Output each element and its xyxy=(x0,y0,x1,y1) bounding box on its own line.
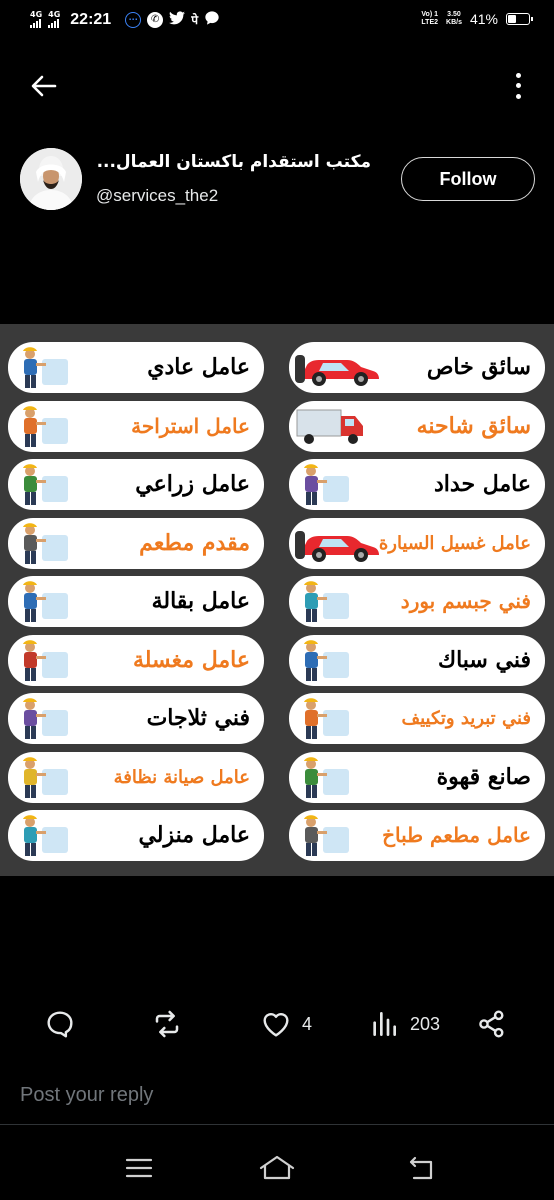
network-type-2: 4G xyxy=(48,10,61,19)
reply-button[interactable] xyxy=(44,1008,76,1040)
job-illustration-icon xyxy=(293,462,353,507)
job-illustration-icon xyxy=(12,638,72,683)
heart-icon xyxy=(260,1008,292,1040)
battery-fill xyxy=(508,15,516,23)
network-type-1: 4G xyxy=(30,10,43,19)
repost-icon xyxy=(150,1008,184,1040)
job-card-left-6 xyxy=(8,635,264,686)
menu-icon[interactable] xyxy=(124,1154,154,1186)
status-bar xyxy=(0,0,554,44)
job-illustration-icon xyxy=(12,521,72,566)
like-count: 4 xyxy=(302,1013,313,1034)
job-card-right-4 xyxy=(289,518,545,569)
twitter-icon xyxy=(169,11,185,29)
job-illustration-icon xyxy=(12,813,72,858)
job-card-right-2 xyxy=(289,401,545,452)
job-illustration-icon xyxy=(293,521,383,566)
job-card-right-8 xyxy=(289,752,545,803)
job-label: عامل استراحة xyxy=(131,413,250,438)
job-label: فني جبسم بورد xyxy=(400,589,531,613)
share-button[interactable] xyxy=(476,1008,508,1040)
status-left xyxy=(30,10,220,29)
whatsapp-icon: ✆ xyxy=(147,12,163,28)
job-label: سائق خاص xyxy=(426,354,531,380)
volte-indicator xyxy=(421,11,438,27)
job-illustration-icon xyxy=(293,755,353,800)
like-button[interactable] xyxy=(260,1008,312,1040)
repost-button[interactable] xyxy=(150,1008,184,1040)
job-illustration-icon xyxy=(293,404,373,449)
divider xyxy=(0,1124,554,1125)
job-illustration-icon xyxy=(12,404,72,449)
job-card-left-8 xyxy=(8,752,264,803)
battery-icon xyxy=(506,13,530,25)
volte-top: Vo) 1 xyxy=(421,11,439,18)
job-illustration-icon xyxy=(293,813,353,858)
volte-bottom: LTE2 xyxy=(421,19,439,26)
system-nav-bar xyxy=(0,1140,554,1200)
post-actions xyxy=(0,1002,554,1046)
job-label: عامل صيانة نظافة xyxy=(113,766,250,788)
reply-input[interactable]: Post your reply xyxy=(20,1084,154,1106)
job-label: فني سباك xyxy=(437,646,531,673)
job-illustration-icon xyxy=(293,696,353,741)
job-illustration-icon xyxy=(293,579,353,624)
share-icon xyxy=(476,1008,508,1040)
job-label: عامل غسيل السيارة xyxy=(378,532,531,554)
job-card-right-7 xyxy=(289,693,545,744)
job-label: عامل زراعي xyxy=(135,471,250,497)
job-illustration-icon xyxy=(12,579,72,624)
chat-bubble-icon xyxy=(204,10,220,29)
job-illustration-icon xyxy=(12,462,72,507)
job-illustration-icon xyxy=(12,345,72,390)
job-card-left-2 xyxy=(8,401,264,452)
job-card-left-1 xyxy=(8,342,264,393)
post-media-image[interactable] xyxy=(0,324,554,876)
job-label: عامل حداد xyxy=(434,471,531,497)
job-label: مقدم مطعم xyxy=(139,529,250,556)
job-card-left-4 xyxy=(8,518,264,569)
job-label: عامل منزلي xyxy=(138,822,250,848)
speed-value: 3.50 xyxy=(447,11,461,18)
arrow-left-icon[interactable] xyxy=(28,70,60,102)
job-card-left-5 xyxy=(8,576,264,627)
job-illustration-icon xyxy=(12,696,72,741)
follow-button[interactable]: Follow xyxy=(401,157,535,201)
messenger-icon: ··· xyxy=(125,12,141,28)
job-label: عامل بقالة xyxy=(151,588,250,614)
job-card-left-3 xyxy=(8,459,264,510)
job-label: سائق شاحنه xyxy=(416,412,531,439)
job-card-right-5 xyxy=(289,576,545,627)
signal-bars-1-icon xyxy=(30,19,41,28)
job-label: صانع قهوة xyxy=(436,763,531,790)
job-illustration-icon xyxy=(12,755,72,800)
job-label: فني ثلاجات xyxy=(146,705,250,731)
job-card-right-1 xyxy=(289,342,545,393)
views-button[interactable] xyxy=(368,1008,440,1040)
job-card-left-7 xyxy=(8,693,264,744)
pe-icon: पे xyxy=(191,13,199,27)
back-icon[interactable] xyxy=(406,1154,438,1186)
author-name[interactable]: مكتب استقدام باكستان العمال... xyxy=(96,152,371,172)
signal-1 xyxy=(30,11,42,28)
job-label: عامل مطعم طباخ xyxy=(382,823,531,847)
author-handle[interactable]: @services_the2 xyxy=(96,186,219,205)
more-vertical-icon[interactable] xyxy=(512,70,524,102)
job-label: عامل مغسلة xyxy=(132,646,250,673)
job-label: عامل عادي xyxy=(147,354,250,380)
signal-bars-2-icon xyxy=(48,19,59,28)
home-icon[interactable] xyxy=(258,1154,296,1188)
job-card-right-6 xyxy=(289,635,545,686)
status-right xyxy=(421,11,530,27)
speed-unit: KB/s xyxy=(446,19,462,26)
view-count: 203 xyxy=(410,1013,441,1034)
job-label: فني تبريد وتكييف xyxy=(401,708,531,729)
job-illustration-icon xyxy=(293,345,383,390)
network-speed xyxy=(446,11,462,27)
bar-chart-icon xyxy=(368,1008,400,1040)
avatar[interactable] xyxy=(20,148,82,210)
job-card-right-3 xyxy=(289,459,545,510)
clock: 22:21 xyxy=(70,10,112,28)
battery-percent: 41% xyxy=(469,11,498,27)
signal-2 xyxy=(48,11,60,28)
job-card-right-9 xyxy=(289,810,545,861)
comment-icon xyxy=(44,1008,76,1040)
job-illustration-icon xyxy=(293,638,353,683)
job-card-left-9 xyxy=(8,810,264,861)
